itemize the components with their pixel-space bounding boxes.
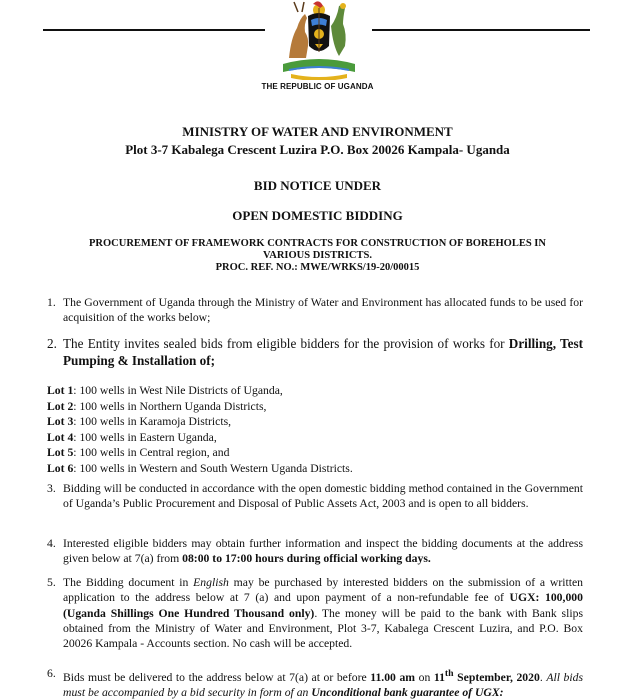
paragraph-2 xyxy=(47,336,583,369)
uganda-coat-of-arms-icon xyxy=(271,0,367,80)
text-run: on xyxy=(415,670,434,684)
lots-list xyxy=(47,383,353,477)
text-run: The Entity invites sealed bids from eligible bidders for the provision of works for xyxy=(63,336,509,351)
ministry-name: MINISTRY OF WATER AND ENVIRONMENT xyxy=(182,124,453,139)
bidding-method: OPEN DOMESTIC BIDDING xyxy=(232,208,403,223)
paragraph-6 xyxy=(47,666,583,700)
paragraph-number: 3. xyxy=(47,482,56,495)
lot-label: Lot 4 xyxy=(47,430,74,444)
procurement-heading xyxy=(60,238,575,274)
paragraph-number: 1. xyxy=(47,296,56,309)
paragraph-text: Bidding will be conducted in accordance with the open domestic bidding method contained in the Government of Uganda’s Public Procurement and Disposal of Public Assets Act, 2003 and is open to all bidders. xyxy=(63,482,583,511)
lot-text: : 100 wells in Central region, and xyxy=(73,446,230,460)
lot-text: : 100 wells in Western and South Western Uganda Districts. xyxy=(73,461,353,475)
list-item xyxy=(47,383,353,399)
paragraph-3 xyxy=(47,481,583,512)
lot-label: Lot 3 xyxy=(47,415,74,429)
date-month-year: September, 2020 xyxy=(453,670,540,684)
lot-label: Lot 6 xyxy=(47,461,74,475)
paragraph-number: 2. xyxy=(47,336,57,351)
text-run: Interested eligible bidders may obtain further information and inspect the bidding documents at the address given below at 7(a) from xyxy=(63,537,583,566)
paragraph-5 xyxy=(47,575,583,651)
text-run-italic: All bids must be accompanied by a bid security in form of an xyxy=(63,670,584,700)
list-item xyxy=(47,430,353,446)
text-run-italic: English xyxy=(193,576,229,589)
paragraph-number: 6. xyxy=(47,667,56,680)
header-rule-left xyxy=(43,29,265,31)
date-suffix: th xyxy=(444,668,454,679)
notice-title: BID NOTICE UNDER xyxy=(253,178,382,193)
paragraph-text xyxy=(63,575,583,651)
lot-text: : 100 wells in Karamoja Districts, xyxy=(73,415,232,429)
text-run: The Bidding document in xyxy=(63,576,194,589)
lot-text: : 100 wells in West Nile Districts of Uganda, xyxy=(73,384,283,397)
text-run-bold xyxy=(433,668,540,684)
paragraph-number: 5. xyxy=(47,576,56,589)
ministry-address: Plot 3-7 Kabalega Crescent Luzira P.O. Box 20026 Kampala- Uganda xyxy=(125,142,510,157)
procurement-line-1: PROCUREMENT OF FRAMEWORK CONTRACTS FOR CONSTRUCTION OF BOREHOLES IN xyxy=(89,238,546,249)
list-item xyxy=(47,414,353,430)
text-run: . xyxy=(539,670,547,684)
text-run: Bids must be delivered to the address below at 7(a) at or before xyxy=(63,670,371,684)
paragraph-4 xyxy=(47,536,583,567)
procurement-line-2: VARIOUS DISTRICTS. xyxy=(263,250,372,261)
lot-label: Lot 2 xyxy=(47,399,74,413)
lot-text: : 100 wells in Northern Uganda Districts, xyxy=(73,399,267,413)
lot-label: Lot 5 xyxy=(47,446,74,460)
date-day: 11 xyxy=(433,670,445,684)
text-run: . The money will be paid to the bank with Bank slips obtained from the Ministry of Water and Environment, Plot 3-7, Kabalega Crescent Luzira, and P.O. Box 20026 Kampala - Accounts section. No cash will be accepted. xyxy=(63,606,583,651)
procurement-ref: PROC. REF. NO.: MWE/WRKS/19-20/00015 xyxy=(215,262,420,273)
republic-label: THE REPUBLIC OF UGANDA xyxy=(261,82,374,91)
paragraph-1 xyxy=(47,295,583,326)
text-run: may be purchased by interested bidders on the submission of a written application to the address below at 7 (a) and upon payment of a non-refundable fee of xyxy=(63,576,584,605)
paragraph-text xyxy=(63,336,583,369)
text-run-bold: Drilling, Test Pumping & Installation of; xyxy=(63,336,583,368)
paragraph-text xyxy=(63,666,583,700)
list-item xyxy=(47,399,353,415)
text-run-bold: 08:00 to 17:00 hours during official working days. xyxy=(182,552,431,566)
paragraph-text xyxy=(63,536,583,567)
text-run-bold-italic: Unconditional bank guarantee of UGX: xyxy=(311,686,504,700)
paragraph-number: 4. xyxy=(47,537,56,550)
lot-label: Lot 1 xyxy=(47,384,74,397)
list-item xyxy=(47,461,353,477)
text-run-bold: UGX: 100,000 (Uganda Shillings One Hundred Thousand only) xyxy=(63,591,583,620)
header-rule-right xyxy=(372,29,590,31)
text-run-bold: 11.00 am xyxy=(370,670,416,684)
paragraph-text: The Government of Uganda through the Ministry of Water and Environment has allocated funds to be used for acquisition of the works below; xyxy=(63,296,583,325)
lot-text: : 100 wells in Eastern Uganda, xyxy=(73,430,217,444)
list-item xyxy=(47,445,353,461)
